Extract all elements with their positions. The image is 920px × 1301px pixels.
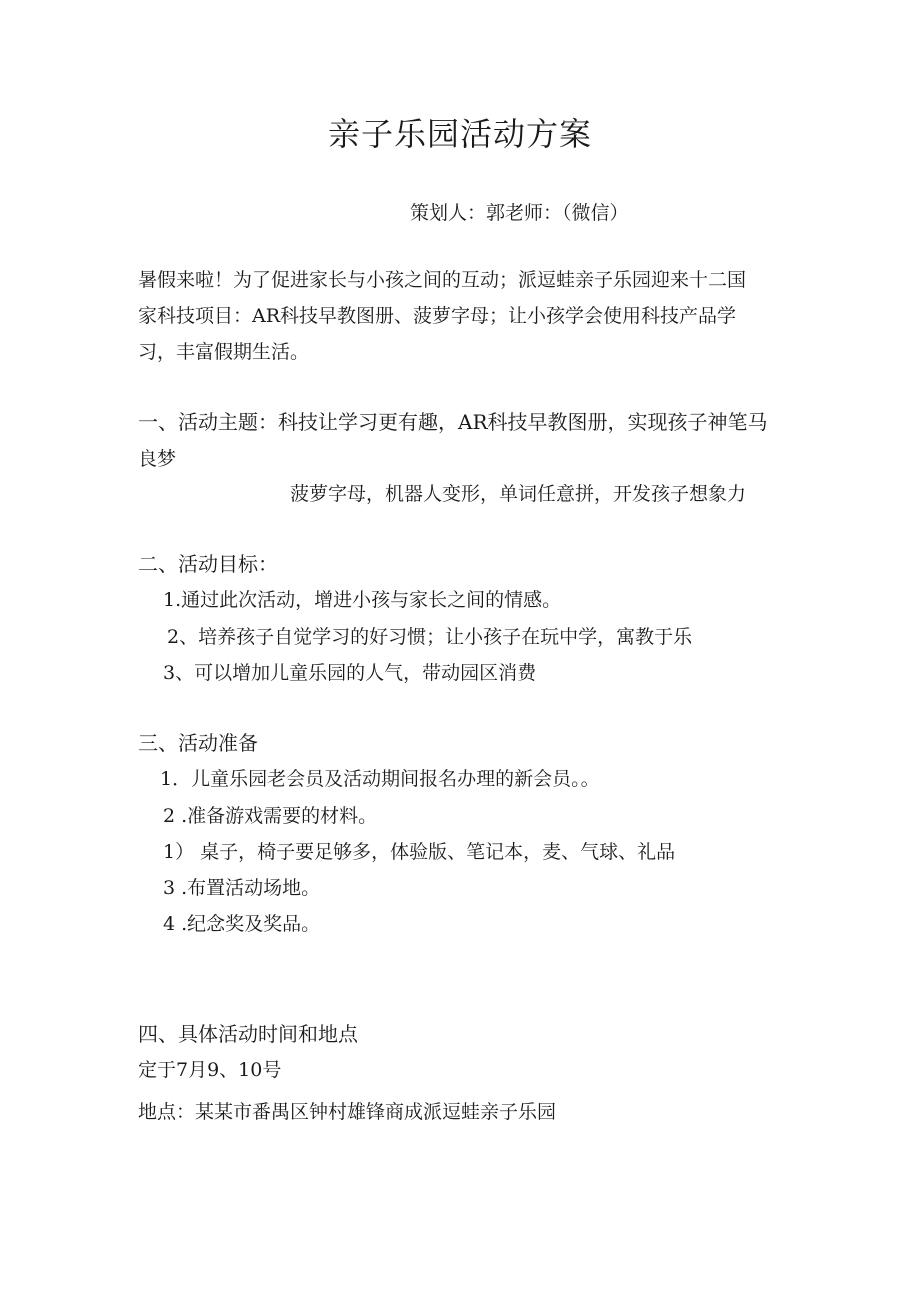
event-date: 定于7月9、10号 (138, 1059, 282, 1081)
intro-line: 习，丰富假期生活。 (138, 341, 310, 363)
section-heading: 三、活动准备 (138, 731, 258, 755)
intro-line: 家科技项目：AR科技早教图册、菠萝字母；让小孩学会使用科技产品学 (138, 305, 737, 327)
goal-item: 2、培养孩子自觉学习的好习惯；让小孩子在玩中学，寓教于乐 (167, 626, 693, 648)
goal-item: 3、可以增加儿童乐园的人气，带动园区消费 (163, 662, 537, 684)
event-location: 地点：某某市番禺区钟村雄锋商成派逗蛙亲子乐园 (138, 1101, 557, 1123)
prep-item: 2 .准备游戏需要的材料。 (163, 805, 378, 827)
theme-line: 菠萝字母，机器人变形，单词任意拼，开发孩子想象力 (290, 483, 747, 505)
page-title: 亲子乐园活动方案 (327, 115, 592, 153)
theme-line: 良梦 (138, 448, 177, 470)
planner-line: 策划人：郭老师：（微信） (410, 202, 629, 224)
goal-item: 1.通过此次活动，增进小孩与家长之间的情感。 (163, 589, 562, 611)
section-heading: 四、具体活动时间和地点 (138, 1022, 358, 1046)
prep-item: 1） 桌子，椅子要足够多，体验版、笔记本，麦、气球、礼品 (163, 841, 676, 863)
prep-item: 3 .布置活动场地。 (163, 877, 321, 899)
prep-item: 4 .纪念奖及奖品。 (163, 913, 321, 935)
section-heading: 二、活动目标： (138, 552, 278, 576)
intro-line: 暑假来啦！为了促进家长与小孩之间的互动；派逗蛙亲子乐园迎来十二国 (138, 269, 747, 291)
theme-line: 一、活动主题：科技让学习更有趣，AR科技早教图册，实现孩子神笔马 (138, 410, 768, 434)
prep-item: 1．儿童乐园老会员及活动期间报名办理的新会员。。 (160, 768, 600, 790)
